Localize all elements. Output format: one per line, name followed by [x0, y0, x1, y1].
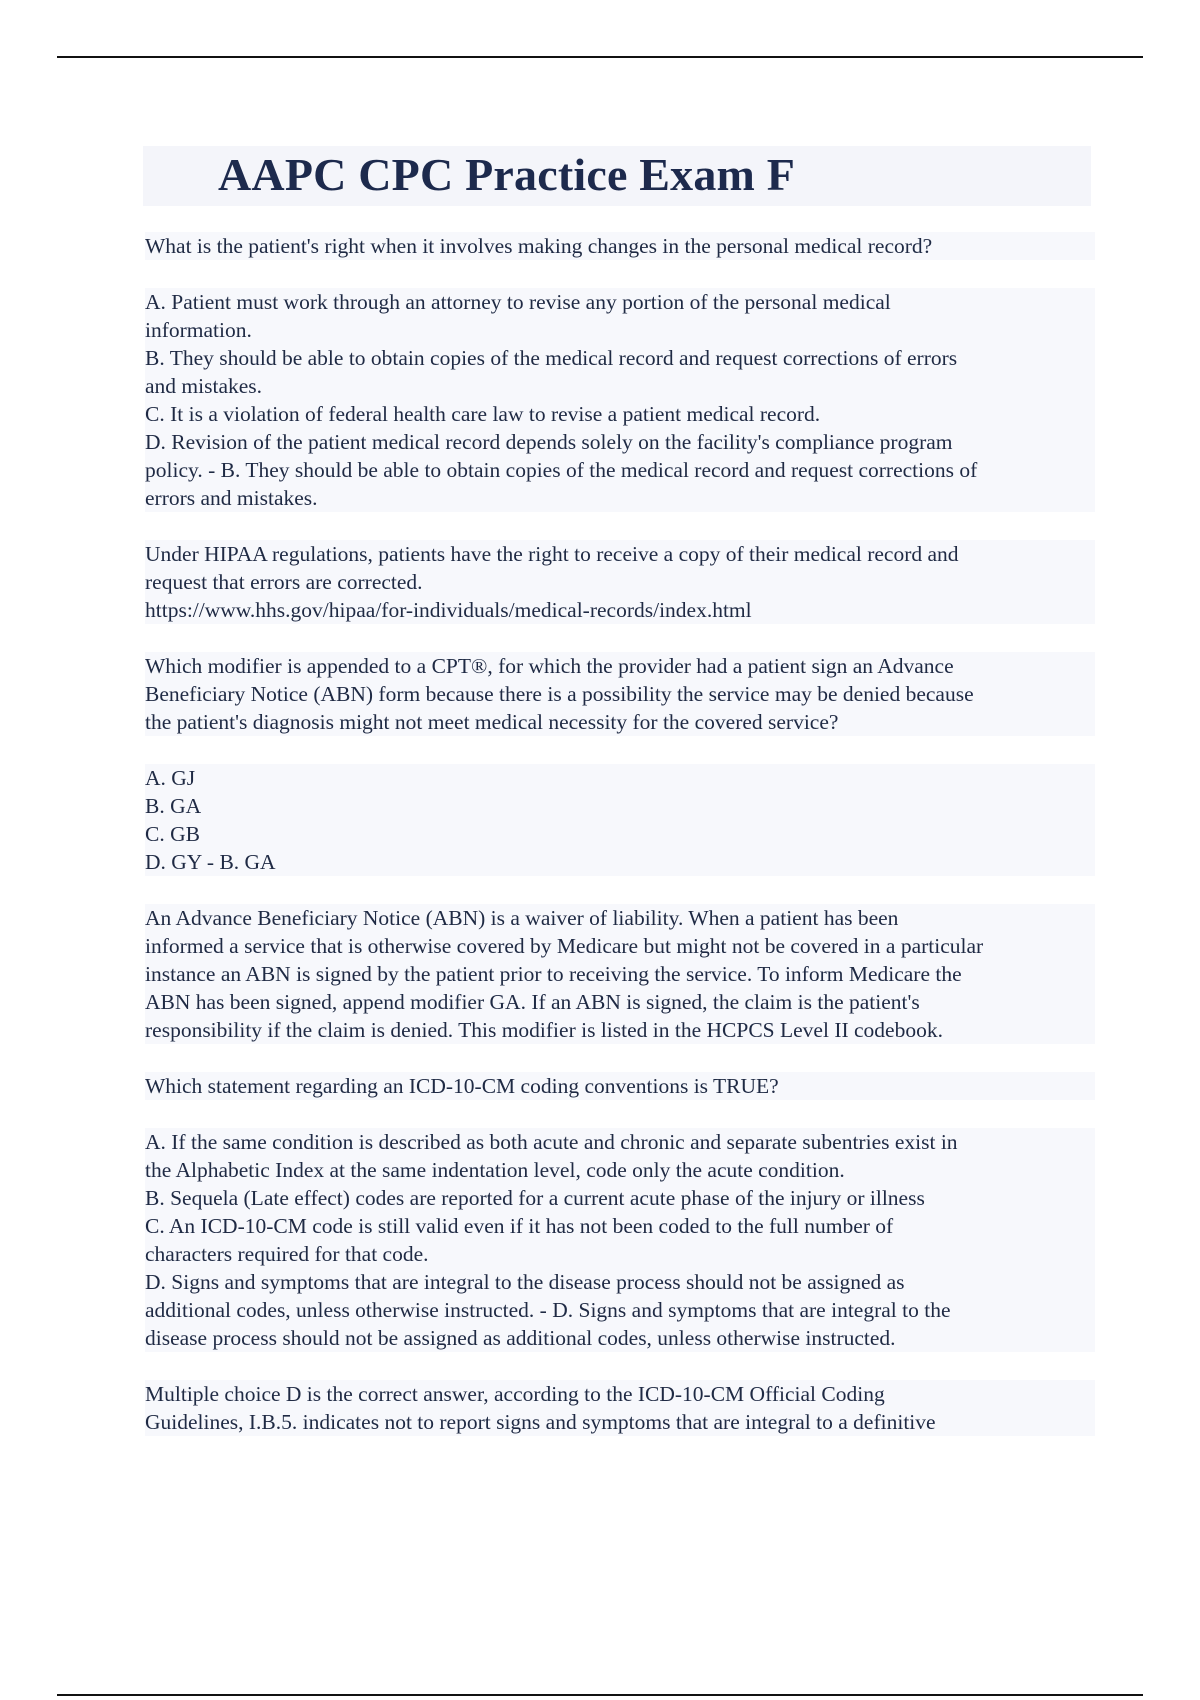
paragraph: [145, 764, 1095, 876]
document-body: [145, 232, 1095, 1464]
paragraph: [145, 540, 1095, 624]
text-line: B. They should be able to obtain copies of the medical record and request corrections of errors: [145, 344, 1095, 372]
paragraph: [145, 1128, 1095, 1352]
paragraph: [145, 1380, 1095, 1436]
text-line: B. GA: [145, 792, 1095, 820]
text-line: policy. - B. They should be able to obtain copies of the medical record and request corrections of: [145, 456, 1095, 484]
text-line: characters required for that code.: [145, 1240, 1095, 1268]
top-rule: [57, 56, 1143, 58]
text-line: responsibility if the claim is denied. This modifier is listed in the HCPCS Level II codebook.: [145, 1016, 1095, 1044]
text-line: https://www.hhs.gov/hipaa/for-individuals/medical-records/index.html: [145, 596, 1095, 624]
title-banner: [143, 146, 1091, 206]
text-line: A. If the same condition is described as both acute and chronic and separate subentries exist in: [145, 1128, 1095, 1156]
text-line: Beneficiary Notice (ABN) form because there is a possibility the service may be denied because: [145, 680, 1095, 708]
text-line: D. Revision of the patient medical record depends solely on the facility's compliance program: [145, 428, 1095, 456]
paragraph: [145, 1072, 1095, 1100]
text-line: Under HIPAA regulations, patients have the right to receive a copy of their medical record and: [145, 540, 1095, 568]
text-line: additional codes, unless otherwise instructed. - D. Signs and symptoms that are integral to the: [145, 1296, 1095, 1324]
text-line: and mistakes.: [145, 372, 1095, 400]
text-line: D. GY - B. GA: [145, 848, 1095, 876]
text-line: the patient's diagnosis might not meet medical necessity for the covered service?: [145, 708, 1095, 736]
text-line: Which statement regarding an ICD-10-CM coding conventions is TRUE?: [145, 1072, 1095, 1100]
paragraph: [145, 288, 1095, 512]
text-line: A. GJ: [145, 764, 1095, 792]
paragraph: [145, 232, 1095, 260]
text-line: C. It is a violation of federal health care law to revise a patient medical record.: [145, 400, 1095, 428]
paragraph: [145, 904, 1095, 1044]
text-line: B. Sequela (Late effect) codes are reported for a current acute phase of the injury or illness: [145, 1184, 1095, 1212]
text-line: ABN has been signed, append modifier GA. If an ABN is signed, the claim is the patient's: [145, 988, 1095, 1016]
text-line: Multiple choice D is the correct answer, according to the ICD-10-CM Official Coding: [145, 1380, 1095, 1408]
text-line: What is the patient's right when it involves making changes in the personal medical record?: [145, 232, 1095, 260]
text-line: disease process should not be assigned as additional codes, unless otherwise instructed.: [145, 1324, 1095, 1352]
text-line: the Alphabetic Index at the same indentation level, code only the acute condition.: [145, 1156, 1095, 1184]
text-line: A. Patient must work through an attorney to revise any portion of the personal medical: [145, 288, 1095, 316]
text-line: information.: [145, 316, 1095, 344]
text-line: request that errors are corrected.: [145, 568, 1095, 596]
text-line: D. Signs and symptoms that are integral to the disease process should not be assigned as: [145, 1268, 1095, 1296]
text-line: informed a service that is otherwise covered by Medicare but might not be covered in a particular: [145, 932, 1095, 960]
text-line: C. GB: [145, 820, 1095, 848]
text-line: An Advance Beneficiary Notice (ABN) is a waiver of liability. When a patient has been: [145, 904, 1095, 932]
text-line: instance an ABN is signed by the patient prior to receiving the service. To inform Medicare the: [145, 960, 1095, 988]
text-line: Which modifier is appended to a CPT®, for which the provider had a patient sign an Advance: [145, 652, 1095, 680]
bottom-rule: [57, 1694, 1143, 1696]
text-line: Guidelines, I.B.5. indicates not to report signs and symptoms that are integral to a definitive: [145, 1408, 1095, 1436]
text-line: C. An ICD-10-CM code is still valid even if it has not been coded to the full number of: [145, 1212, 1095, 1240]
page-title: AAPC CPC Practice Exam F: [218, 149, 796, 200]
text-line: errors and mistakes.: [145, 484, 1095, 512]
paragraph: [145, 652, 1095, 736]
